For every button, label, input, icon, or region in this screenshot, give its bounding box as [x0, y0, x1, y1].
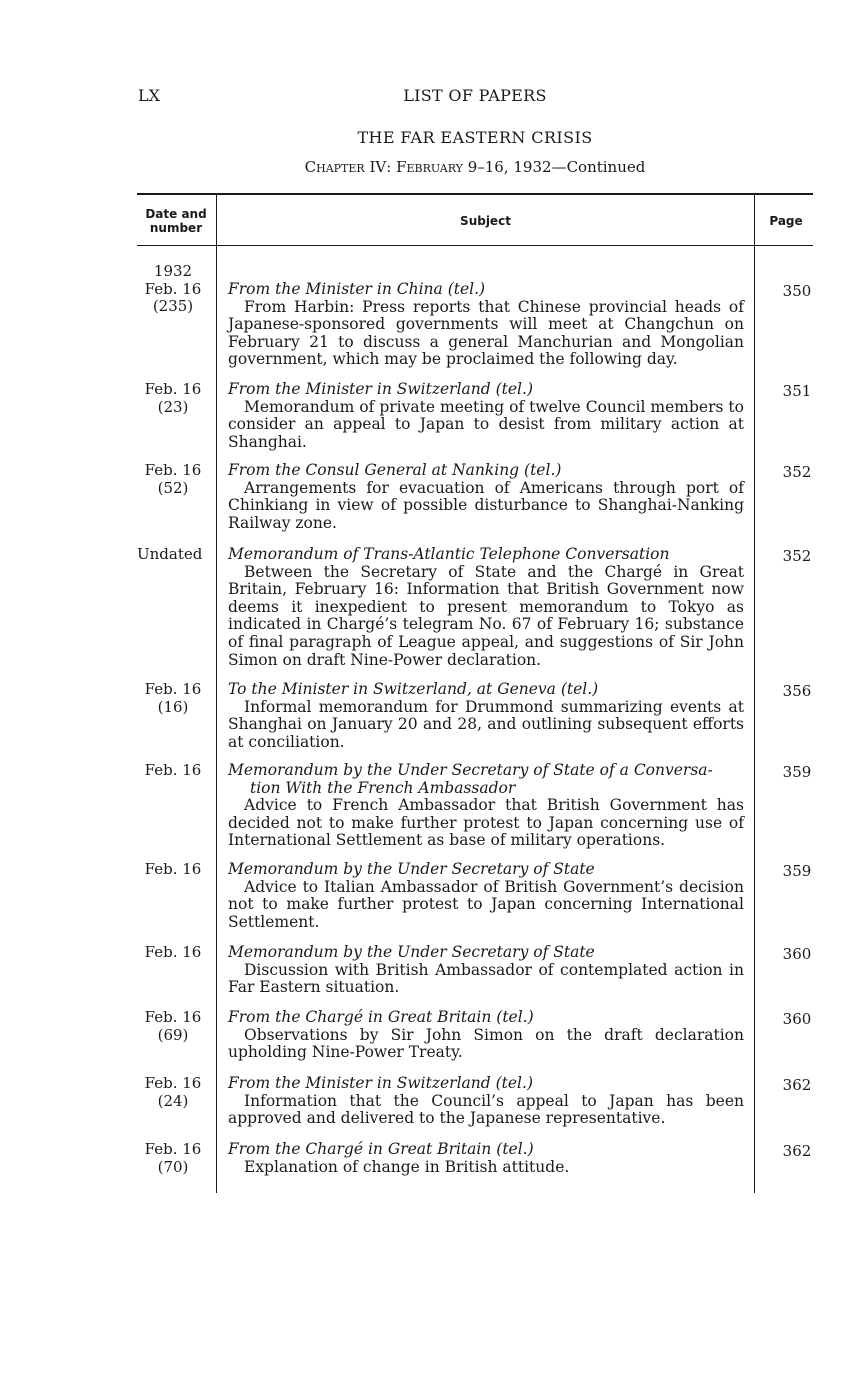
entry-title: From the Chargé in Great Britain (tel.)	[228, 1140, 534, 1158]
entry-date: Feb. 16	[144, 860, 202, 878]
entry-year: 1932	[153, 262, 193, 280]
subject-cell	[228, 1009, 744, 1062]
subject-cell	[228, 762, 744, 850]
column-header-date	[137, 207, 215, 235]
subject-cell	[228, 381, 744, 451]
table-top-rule	[137, 193, 813, 195]
date-cell	[137, 1075, 209, 1110]
entry-description: Memorandum of private meeting of twelve Council members to consider an appeal to Japan to desist from military action at Shanghai.	[228, 397, 744, 451]
date-cell	[137, 381, 209, 416]
entry-date: Feb. 16	[144, 1074, 202, 1092]
page-number: LX	[138, 86, 161, 105]
date-cell	[137, 762, 209, 780]
entry-date: Feb. 16	[144, 680, 202, 698]
subject-cell	[228, 1141, 744, 1176]
column-header-page: Page	[769, 214, 803, 228]
entry-date: Feb. 16	[144, 1140, 202, 1158]
column-divider-left	[216, 195, 217, 1193]
date-cell	[137, 861, 209, 879]
entry-description: Arrangements for evacuation of Americans through port of Chinkiang in view of possible disturbance to Shanghai-Nanking Railway zone.	[228, 478, 744, 532]
entry-page: 350	[782, 282, 812, 300]
entry-description: Observations by Sir John Simon on the draft declaration upholding Nine-Power Treaty.	[228, 1025, 744, 1062]
entry-title: Memorandum of Trans-Atlantic Telephone Conversation	[228, 545, 670, 563]
entry-page: 360	[782, 1010, 812, 1028]
entry-page: 352	[782, 463, 812, 481]
entry-title: From the Minister in China (tel.)	[228, 280, 486, 298]
column-divider-right	[754, 195, 755, 1193]
subject-cell	[228, 861, 744, 931]
entry-date: Feb. 16	[144, 1008, 202, 1026]
entry-description: Informal memorandum for Drummond summarizing events at Shanghai on January 20 and 28, and outlining subsequent efforts at conciliation.	[228, 697, 744, 751]
subject-cell	[228, 944, 744, 997]
section-title: THE FAR EASTERN CRISIS	[357, 128, 593, 147]
entry-page: 351	[782, 382, 812, 400]
entry-page: 362	[782, 1076, 812, 1094]
chapter-dates: February 9–16, 1932	[396, 158, 552, 176]
entry-page: 359	[782, 763, 812, 781]
chapter-suffix: —Continued	[551, 158, 646, 176]
date-cell	[137, 1141, 209, 1176]
entry-number: (70)	[157, 1157, 189, 1176]
entry-number: (24)	[157, 1091, 189, 1110]
entry-date: Feb. 16	[144, 279, 202, 298]
chapter-title: Chapter IV: February 9–16, 1932—Continued	[304, 158, 646, 176]
entry-description: From Harbin: Press reports that Chinese provincial heads of Japanese-sponsored governments will meet at Changchun on February 21 to discuss a general Manchurian and Mongolian government, which may be proclaimed the following day.	[228, 297, 744, 369]
entry-description: Discussion with British Ambassador of contemplated action in Far Eastern situation.	[228, 960, 744, 997]
entry-date: Feb. 16	[144, 380, 202, 398]
entry-description: Explanation of change in British attitude.	[244, 1157, 570, 1176]
entry-number: (23)	[157, 397, 189, 416]
entry-description: Between the Secretary of State and the Chargé in Great Britain, February 16: Information that British Government now deems it inexpedient to present memorandum to Tokyo as indicated in Chargé’s telegram No. 67 of February 16; substance of final paragraph of League appeal, and suggestions of Sir John Simon on draft Nine-Power declaration.	[228, 562, 744, 669]
entry-page: 359	[782, 862, 812, 880]
entry-page: 362	[782, 1142, 812, 1160]
entry-title: To the Minister in Switzerland, at Geneva (tel.)	[228, 680, 599, 698]
subject-cell	[228, 281, 744, 369]
column-header-date-line2: number	[149, 221, 203, 235]
entry-page: 356	[782, 682, 812, 700]
entry-title: Memorandum by the Under Secretary of State of a Conversa-	[228, 761, 713, 779]
entry-title: From the Minister in Switzerland (tel.)	[228, 380, 533, 398]
entry-page: 360	[782, 945, 812, 963]
entry-date: Undated	[137, 545, 203, 563]
entry-number: (16)	[157, 697, 189, 716]
date-cell	[137, 944, 209, 962]
entry-title-continuation: tion With the French Ambassador	[250, 778, 516, 797]
entry-title: From the Minister in Switzerland (tel.)	[228, 1074, 533, 1092]
column-header-subject: Subject	[460, 214, 511, 228]
date-cell	[137, 1009, 209, 1044]
entry-title: From the Chargé in Great Britain (tel.)	[228, 1008, 534, 1026]
entry-description: Advice to French Ambassador that British Government has decided not to make further protest to Japan concerning use of International Settlement as base of military operations.	[228, 796, 744, 850]
date-cell	[137, 681, 209, 716]
subject-cell	[228, 681, 744, 751]
chapter-label: Chapter IV	[304, 158, 387, 176]
date-cell	[137, 546, 215, 564]
entry-number: (235)	[152, 297, 194, 316]
entry-title: From the Consul General at Nanking (tel.)	[228, 461, 562, 479]
subject-cell	[228, 546, 744, 669]
entry-description: Information that the Council’s appeal to Japan has been approved and delivered to the Japanese representative.	[228, 1091, 744, 1128]
subject-cell	[228, 462, 744, 532]
entry-title: Memorandum by the Under Secretary of State	[228, 943, 595, 961]
entry-date: Feb. 16	[144, 761, 202, 779]
table-header-rule	[137, 245, 813, 246]
entry-page: 352	[782, 547, 812, 565]
entry-number: (69)	[157, 1025, 189, 1044]
date-cell	[137, 263, 209, 316]
entry-date: Feb. 16	[144, 943, 202, 961]
subject-cell	[228, 1075, 744, 1128]
date-cell	[137, 462, 209, 497]
entry-title: Memorandum by the Under Secretary of State	[228, 860, 595, 878]
entry-description: Advice to Italian Ambassador of British Government’s decision not to make further protest to Japan concerning International Settlement.	[228, 877, 744, 931]
entry-date: Feb. 16	[144, 461, 202, 479]
running-head: LIST OF PAPERS	[403, 86, 547, 105]
column-header-date-line1: Date and	[145, 207, 207, 221]
entry-number: (52)	[157, 478, 189, 497]
